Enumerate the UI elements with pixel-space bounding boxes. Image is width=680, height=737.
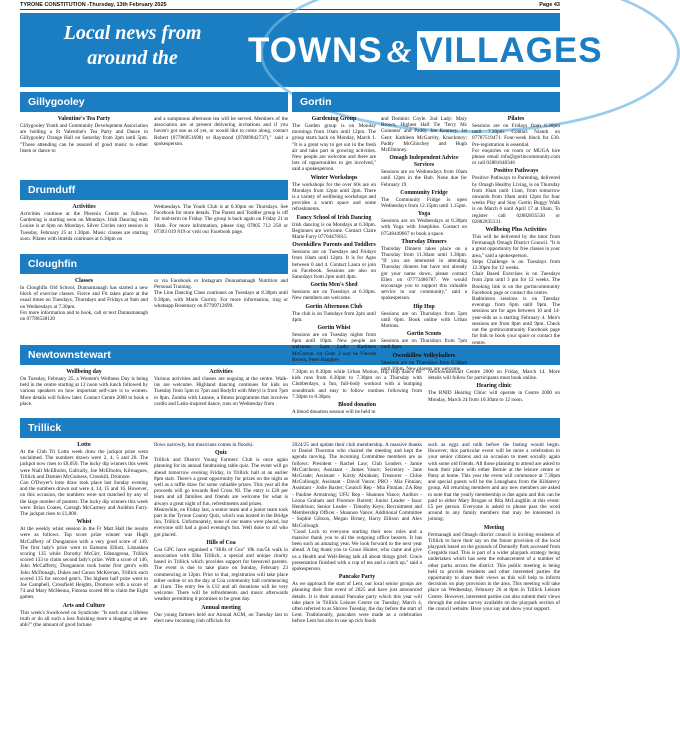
section-title-gillygooley: Gillygooley [20,92,288,112]
article-paragraph: Sessions are on Tuesdays and Fridays from 10am until 12pm. It is for Ages between 0 and 4. Contact Laura or join on Facebook. Sessions are also on Saturdays from 2pm until 4pm. [292,249,376,281]
column [20,369,148,416]
article-paragraph: Sessions are on Thursdays from 8.30pm until 10pm. New players are welcome. [381,359,467,372]
column [20,116,148,178]
column [292,116,376,363]
article-heading: Whist [76,519,92,526]
column [428,369,560,416]
article-heading: Blood donation [338,402,376,409]
article-heading: Activities [72,204,96,210]
article-paragraph: The RNID Hearing Clinic will operate in Centre 2000 on Monday, March 24 from 10.30am to 12 noon. [428,390,560,403]
banner-title [248,31,606,71]
article-paragraph: 2024/25 and update their club membership. A massive thanks to Daniel Thornton who chaired the meeting and kept the agenda moving. The incoming Committee members are as follows: President - Rachel Law; Club Leaders - Jamie McCutcheon; Assistant - James Vance; Secretary - Jane McGrade; Assistant - Kirsty Abraham; Treasurer - Chloe McCullough; Assistant - David Vance; PRO - Mia Finnian; Assistant - Jodie Baxter; Council Rep - Mia Finnian; ZA Rep - Pauline Armstrong; UFU Rep - Shannon Vance; Auditor - Leona Graham and Florence Barrett; Junior Leader - Issac Hendrison; Senior Leader - Timothy Keys; Recruitment and Membership Officer - Shannon Vance; Additional Committee - Sophie Gibson, Megan Birney, Harry Ellison and Alex McCullough. [292,442,422,529]
article-paragraph: Our young farmers held our Annual AGM, on Tuesday last to elect new incoming club officials for [154,611,288,624]
article-paragraph: and Dominic Coyle. 2nd Lady: Mary Brown, Highest Half Tie 'Terry Mc Guinness' and Paddy Joe Kearney, 1st Gent: Kathleen McGarrity, Knockmoy: Paddy McGlinchey and Hugh McElhinney. [381,116,467,154]
article-paragraph: For more information and to book, call or text Dunnamanagh on 07786538120 [20,309,148,323]
article-paragraph: such as eggs and milk before the fasting would begin. However, this particular event will be more a celebration to your senior citizens and an occasion to meet socially again with some old friends. All those planning to attend are asked to book their place with either Bernie at the leisure centre or Patsy at home. This year the event will commence at 7.30pm and special guests will be the Lenaghans from the Kildarevy group. All returning members and any new members are asked to note that the yearly membership is due again and this can be paid to either Mary Brogan or Rita McLaughlin at this event: £5 per person. Everyone is asked to please pass the word around to any family members that may be interested in joining. [428,442,560,523]
article-heading: Valentine's Tea Party [57,116,111,122]
article-heading: Arts and Culture [62,602,106,609]
page-number: Page 43 [539,2,560,8]
section-title-gortin: Gortin [292,92,560,112]
column [154,442,288,732]
article-paragraph: For enquiries on room or MUGA hire please email info@gortincommunity.com or call 02881648346 [472,147,560,167]
article-heading: Annual meeting [201,604,241,611]
article-paragraph: Thursday Dinners takes place on a Thursday from 11.30am until 1.30pm. "If you are interested in attending Thursday dinners but have not already got your name down, please contact Ellen on 07773486787. We would encourage you to support this valuable service in our community," said a spokesperson. [381,245,467,302]
article-paragraph: Sessions are on Wednesdays at 6.30pm with Yoga with Josephine. Contact on 07548449667 to book a space. [381,218,467,237]
column [20,442,148,732]
article-paragraph: Badminton sessions is on Tuesday evenings from 6pm until 9pm. The sessions are for ages between 10 and 14-year-olds as a starting February 4. Men's sessions are from 8pm until 9pm. Check out the gortincommunity Facebook page for link to book your space or contact the centre. [472,296,560,346]
article-paragraph: Sessions are on Tuesdays at 6.30pm. New members are welcome. [292,289,376,302]
banner-villages: VILLAGES [417,31,606,70]
article-heading: Quiz [215,450,227,457]
article-heading: Gortin Scouts [406,331,442,338]
column [292,369,422,416]
article-heading: Gortin Men's Shed [310,282,358,289]
article-paragraph: Con O'Dwyer's lotto draw took place last Sunday evening and the numbers drawn out were 4, 14, 15 and 16. However, on this occasion, the numbers were not matched by any of the large number of punters. The lucky dip winners this week were: Brian Coates, Carragh McCartney and Aoibhin Farry. The jackpot rises to £1,800. [20,480,148,518]
article-paragraph: Sessions are on Thursdays from 5pm until 6pm. Book online with Urban Motions. [381,310,467,330]
article-paragraph: This week's Swallowed on Syndicate: "Is each star a lifeless truth or do all such a loss finishing more a shagging an ant-ahh?" (the amount of good fortune [20,609,148,629]
article-heading: Hills of Coa [206,539,236,546]
article-heading: Owenkillew Parents and Toddlers [292,242,376,249]
article-heading: Gortin Afternoon Club [305,303,363,310]
article-heading: Lotto [77,442,91,448]
article-paragraph: The club is on Tuesdays from 2pm until 4pm. [292,310,376,323]
column [154,278,288,343]
article-heading: Pancake Party [338,574,376,581]
article-heading: Owenkillew Volleyballers [392,352,456,359]
article-paragraph: Chair Based Exercises is on Tuesdays from 2pm until 3 pm for 12 weeks. The Booking link is on the gortincommunity Facebook page or contact the centre. [472,271,560,296]
article-paragraph: Newtownstewart Centre 2000 on Friday, March 14. More details will follow for participants must book online. [428,369,560,382]
section-title-newtownstewart: Newtownstewart [20,345,560,365]
article-heading: Gardening Group [311,116,357,122]
article-heading: Pilates [507,116,525,122]
article-heading: Hearing clinic [476,383,512,390]
article-paragraph: 7.30pm to 8.30pm while Urban Motion, Hip Hop dance for kids runs from 6.30pm to 7.30pm on a Thursday with Clubberdays, a fun, full-body workout with a bumping soundtrack and easy to follow routines following from 7.30pm to 8.30pm. [292,369,422,400]
column [154,116,288,178]
section-title-trillick: Trillick [20,418,560,438]
article-paragraph: The Community Fridge is open Wednesdays from 12.15pm until 1.15pm. [381,196,467,210]
article-heading: Fancy School of Irish Dancing [296,214,372,221]
article-paragraph: "Good Luck to everyone starting their new roles and a massive thank you to all the outgoing office bearers. It has been such an amazing year. We look forward to the next year ahead. A big thank you to Grace Hunter, who came and give us a Health and Well-Being talk all about things grief. Grace presentation finished with a cup of tea and a catch up," said a spokesperson. [292,528,422,573]
article-paragraph: Steps Challenge is on Tuesdays from 12.30pm for 12 weeks. [472,258,560,272]
column [20,204,148,252]
article-paragraph: Coa GPC have organised a "Hills of Coa" 10k run/5k walk in association with Elks Trillick, a special and unique charity based in Trillick which provides support for bereaved parents. The event is due to take place on Sunday, February 23 commencing at 12pm. Prior to that, registration will take place either online or on the day at Coa community hall commencing at 11am. The entry fee is £12 and all donations will be very welcome. There will be refreshments and music afterwards weather permitting it promises to be great day. [154,546,288,603]
column [20,278,148,343]
section-title-drumduff: Drumduff [20,180,288,200]
article-paragraph: A blood donation session will be held in [292,409,376,416]
banner-ampersand: & [386,33,413,69]
article-paragraph: Trillick and District Young Farmers' Club is once again planning for its annual fundraising table quiz. The event will go ahead tomorrow evening Friday, in Trillick hall at an earlier 8pm start. There's a great opportunity for prizes on the night as well as a raffle draw for some valuable prizes. This year all the proceeds will go towards Red Cross NI. The entry is £20 per team and all families and friends are welcome for what is always a great night of fun, refreshments and prizes. [154,457,288,507]
article-paragraph: The workshops for the over 60s are on Mondays from 12pm until 2pm. There is a variety of wellbeing workshops and provides a warm space and some refreshments. [292,181,376,213]
article-paragraph: Wednesdays. The Youth Club is at 6.30pm on Thursdays. See Facebook for more details. The Parent and Toddler group is off for mid-term on Friday. The group is back again on Friday 21 at 10am. For more information, please ring 07805 712 258 or 07393 019 819 or visit our Facebook page. [154,204,288,235]
article-paragraph: Meanwhile, on Friday last, a senior team and a junior team took part in the Tyrone County Quiz, which was hosted in the Bridge Inn, Trillick. Unfortunately, none of our teams were placed, but everyone still had a good evening's fun. Well done to all who got placed. [154,506,288,538]
article-paragraph: flows narrowly, but musicians comes in floods). [154,442,254,448]
column [472,116,561,346]
article-paragraph: At the weekly whist session in the Fr Matt Hall the results were as follows. Top score prize winner was Hugh McCafferty of Dungannon with a very good score of 149. The first lady's prize went to Eamonn Elliott, Lisnaskea scoring 135 while Dorothy McGirr, Edenagrena, Trillick scored 133 to claim second lady's prize. With a score of 146, John McCafferty, Dungannon took home first gent's with John McDonagh, Dukes and Canon McKernan, Trillick each scored 135 for second gent's. The highest half prize went to Joe Campbell, Crossfield Heights, Dromore with a score of 74 and Mary McHenna, Fintona scored 88 to claim the Eight games. [20,526,148,601]
column [428,442,560,732]
article-heading: Meeting [483,524,505,531]
banner-tagline-line2: around the [87,47,178,69]
article-heading: Yoga [417,211,431,218]
article-paragraph: and a sumptuous afternoon tea will be served. Members of the association are at present delivering invitations and if you haven't got one as of yet, or would like to come along, contact Robert (07786951698) or Raymond (07809842737)," said a spokesperson. [154,116,288,147]
article-paragraph: Sessions are on Tuesday nights from 8pm until 10pm. New people are welcome. Last Lady: Kathleen McCarron. 1st Gent: 3 way tie Vincent Brown, Peter Haughey [292,332,376,363]
article-paragraph: On Tuesday, February 25, a Women's Wellness Day is being held in the centre starting at 12 noon with lunch followed by various speakers on how important self-care is to women. More details will follow later. Contact Centre 2000 to book a place. [20,376,148,407]
article-paragraph: Gillygooley Youth and Community Development Association are holding a St Valentine's Tea Party and Dance in Gillygooley Orange Hall on Saturday from 2pm until 5pm. "Those attending can be assured of good music to either listen or dance to [20,123,148,154]
article-heading: Omagh Independent Advice Services [389,155,459,169]
article-paragraph: Sessions are on Fridays from 6.30pm until 7.30pm. Contact Niamh on 07787519471. Four-week block for £30. Pre-registration is essential. [472,123,560,148]
section-banner [20,13,603,87]
column [154,204,288,252]
column [154,369,288,416]
column [381,116,467,372]
article-heading: Positive Pathways [493,168,539,175]
article-heading: Activities [209,369,233,375]
article-paragraph: This will be delivered by the tutor from Fermanagh Omagh District Council. "It is a great opportunity for free classes in your area," said a spokesperson. [472,234,561,259]
article-heading: Hip Hop [413,303,435,310]
section-title-cloughfin: Cloughfin [20,254,288,274]
article-paragraph: As we approach the start of Lent, our local senior groups are planning their first event of 2025 and have just announced details. It is their annual Pancake party which this year will take place in Trillick Leisure Centre on Tuesday, March 4, often referred to as Shrove Tuesday, the day before the start of Lent. Traditionally, pancakes were made as a celebration before Lent but also to use up rich foods [292,581,422,625]
article-heading: Thursday Dinners [401,238,447,245]
article-paragraph: Activities continue at the Pheonix Centre as follows. Gardening is starting soon on Mondays. Irish Dancing with Louise is at 6pm on Mondays. Silver Circles next session is Tuesday, February 25 at 1.30pm. Music classes are starting soon. Pilates with Imelda continues at 6.30pm on [20,211,148,242]
article-heading: Classes [74,278,94,284]
publication-dateline: TYRONE CONSTITUTION -Thursday, 13th February 2025 [20,2,167,8]
banner-towns: TOWNS [248,31,383,70]
banner-tagline-line1: Local news from [63,22,202,44]
banner-tagline [20,21,245,71]
article-paragraph: Fermanagh and Omagh district council is inviting residents of Trillick to have their say on the future provision of the local playpark based on the grounds of Donnelly Park accessed from Gregalda road. This is part of a wider playpark strategy being undertaken which has seen the enhancement of a number of other parks across the district. This public meeting is being held to provide residents and other interested parties the opportunity to share their views as this will help to inform decisions on play provision in the area. This meeting will take place on Wednesday, February 26 at 8pm in Trillick Leisure Centre. However, interested parties can also submit their views through the online survey available on the playpark section of the council website. Have your say and show your support. [428,531,560,613]
article-heading: Gortin Whist [317,325,351,332]
article-paragraph: Sessions are on Thursdays from 7pm until 8pm. [381,338,467,351]
article-paragraph: Positive Pathways to Parenting, delivered by Omagh Healthy Living, is on Thursday from 10am until 11am, from tomorrow onwards from 10am until 12pm for four weeks Play and Stay Gortin Buggy Walk is on March 6 until April 17 at 10am. To register call 02882835530 or 02882835131. [472,175,560,225]
article-paragraph: Various activities and classes are ongoing at the centre. Walk-ins are welcome. Highland dancing continues for kids on Tuesday from 5pm to 7pm and Bodyfit with Meryl is from 7pm to 8pm. Zumba with Leanne, a fitness programme that involves cardio and Latin-inspired dance, runs on Wednesday from [154,376,288,407]
column [292,442,422,732]
article-heading: Winter Workshops [310,174,358,181]
article-paragraph: In Cloughfin Old School, Dunnamanagh has started a new block of exercise classes. Fierce and Fit takes place at the usual times on Tuesdays, Thursdays and Fridays at 9am and on Wednesdays at 7.30pm. [20,285,148,310]
article-paragraph: At the Club Tri Lotto week draw the jackpot prize went unclaimed. The numbers drawn were 2, 4, 5 and 20. The jackpot now rises to £8,050. The lucky dip winners this week were Niall McElholm, Gallcally, Joe McElholm, Kilroagues, Trillick and Damien McGuiness, Crosskill, Dromore. [20,449,148,480]
article-paragraph: or via Facebook or Instagram Dunnamanagh Nutrition and Personal Training. [154,278,288,291]
article-heading: Wellbeing Plus Activities [485,227,547,234]
article-paragraph: The Line Dancing Class continues on Tuesdays at 8.30pm until 9.30pm, with Marie Gurrity. For more information, ring or whatsapp Rosemary on 07709712699. [154,290,288,309]
article-paragraph: The Garden group is on Monday mornings from 10am until 12pm. The group starts back on Monday, March 1. "It is a great way to get out in the fresh air and take part in growing activities. New people are welcome and there are lots of opportunities to get involved," said a spokesperson. [292,123,376,173]
article-paragraph: Sessions are on Wednesdays from 10am until 12pm in the Hub. None due for February 19. [381,169,467,188]
article-paragraph: Irish dancing is on Mondays at 6.30pm. Beginners are welcome. Contact Claire Marie Farry 07704476615 [292,221,376,241]
article-heading: Community Fridge [400,189,448,196]
article-heading: Wellbeing day [66,369,102,375]
